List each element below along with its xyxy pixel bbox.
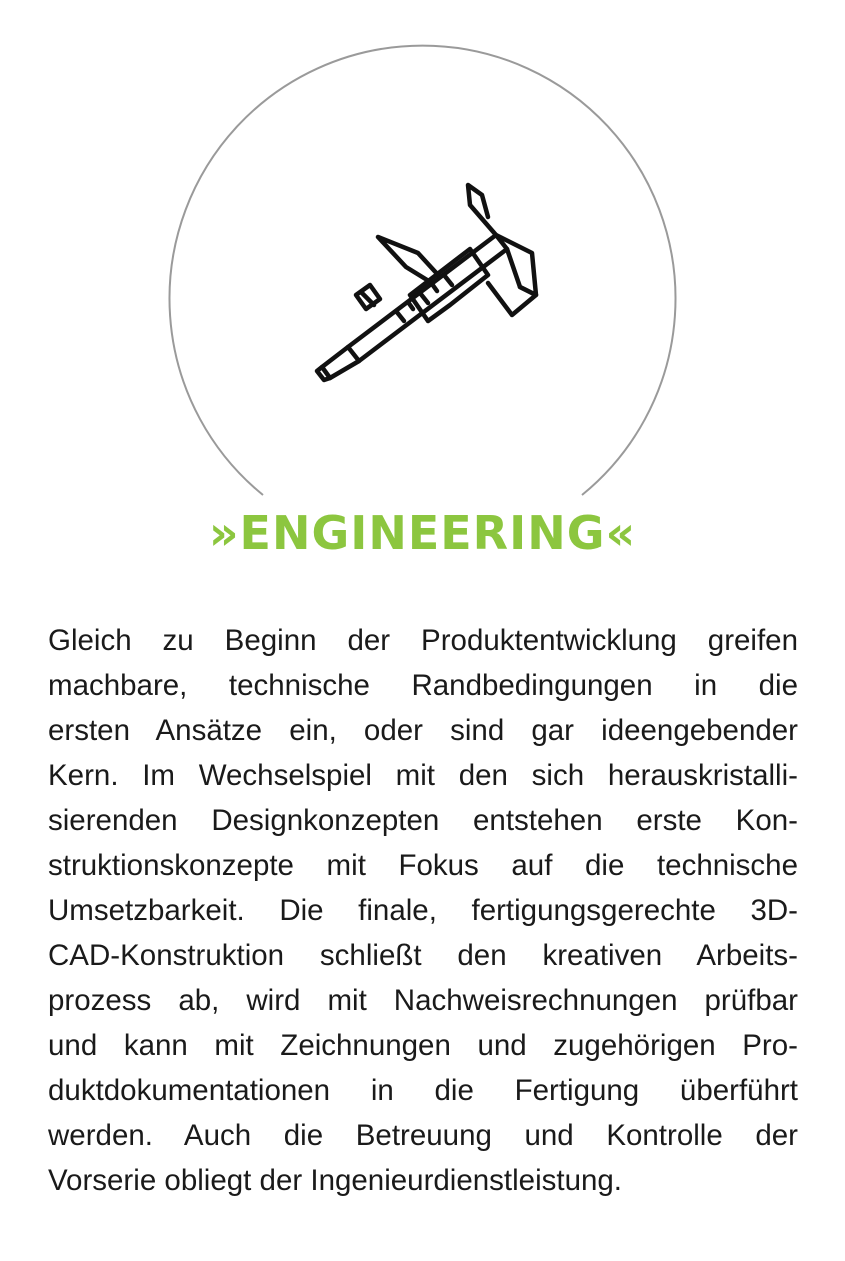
- body-line: Umsetzbarkeit. Die finale, fertigungsgerechte 3D-: [48, 894, 798, 927]
- section-title: »ENGINEERING«: [208, 506, 637, 560]
- body-line: CAD-Konstruktion schließt den kreativen Arbeits-: [48, 939, 798, 972]
- section-body: [48, 618, 798, 1203]
- body-line: und kann mit Zeichnungen und zugehörigen Pro-: [48, 1029, 798, 1062]
- body-line: Kern. Im Wechselspiel mit den sich herauskristalli-: [48, 759, 798, 792]
- body-line: prozess ab, wird mit Nachweisrechnungen prüfbar: [48, 984, 798, 1017]
- body-line: machbare, technische Randbedingungen in die: [48, 669, 798, 702]
- body-line: struktionskonzepte mit Fokus auf die technische: [48, 849, 798, 882]
- body-line: Gleich zu Beginn der Produktentwicklung greifen: [48, 624, 798, 657]
- body-line: duktdokumentationen in die Fertigung überführt: [48, 1074, 798, 1107]
- caliper-icon: [300, 175, 560, 405]
- body-line: Vorserie obliegt der Ingenieurdienstleistung.: [48, 1164, 622, 1197]
- body-line: sierenden Designkonzepten entstehen erste Kon-: [48, 804, 798, 837]
- body-line: ersten Ansätze ein, oder sind gar ideengebender: [48, 714, 798, 747]
- body-line: werden. Auch die Betreuung und Kontrolle der: [48, 1119, 798, 1152]
